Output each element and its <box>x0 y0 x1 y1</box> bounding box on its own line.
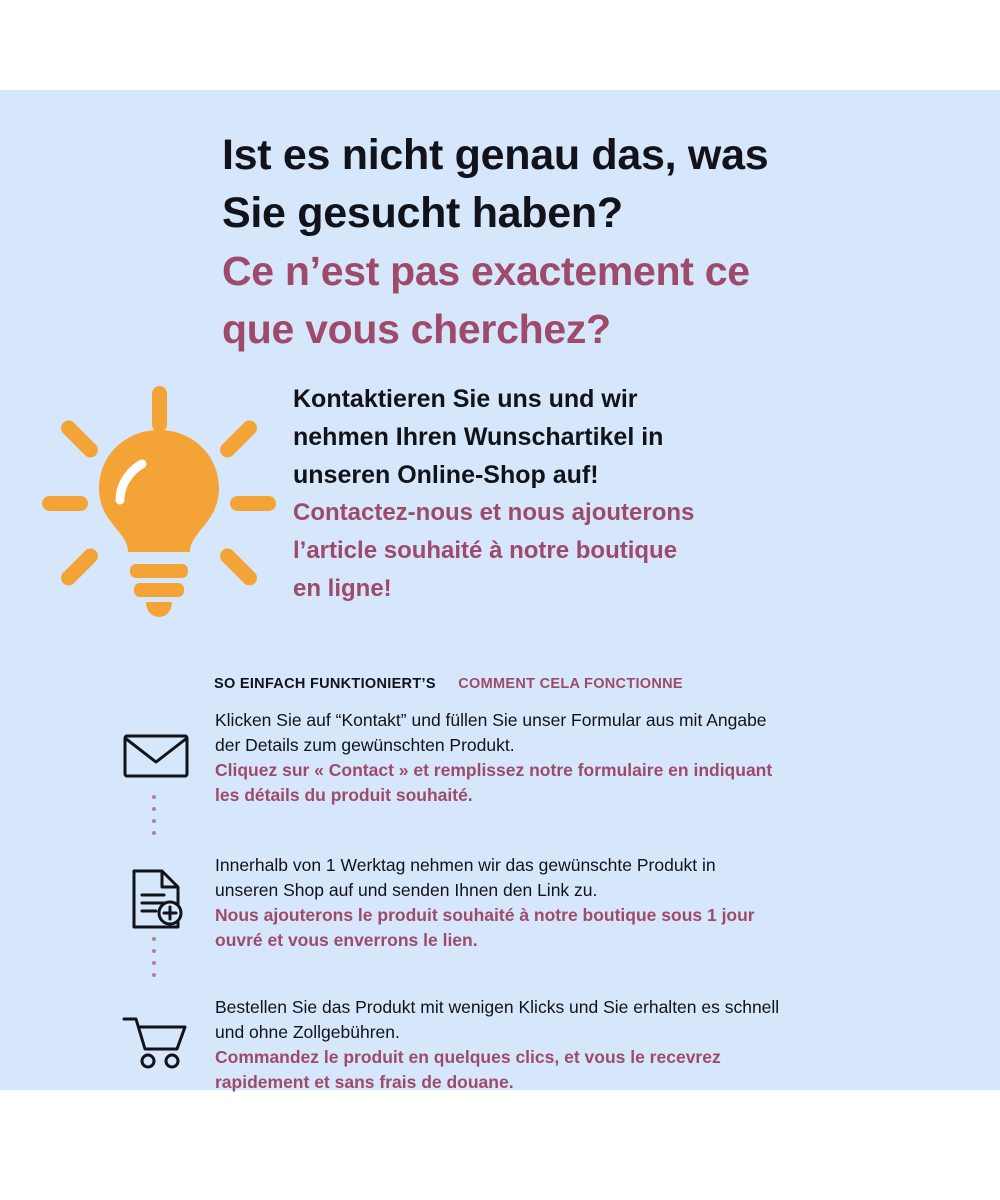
step3-fr-line1: Commandez le produit en quelques clics, et vous le recevrez <box>215 1047 721 1067</box>
step1-de-line1: Klicken Sie auf “Kontakt” und füllen Sie unser Formular aus mit Angabe <box>215 710 767 730</box>
intro-de-line2: nehmen Ihren Wunschartikel in <box>293 423 664 451</box>
headline-fr-line2: que vous cherchez? <box>222 306 611 352</box>
steps-header <box>214 675 683 693</box>
steps-header-fr: COMMENT CELA FONCTIONNE <box>458 676 683 692</box>
envelope-icon <box>120 722 192 786</box>
intro-de-line1: Kontaktieren Sie uns und wir <box>293 385 638 413</box>
intro-text <box>293 380 933 608</box>
intro-section <box>0 370 1000 660</box>
intro-de-line3: unseren Online-Shop auf! <box>293 461 599 489</box>
dot <box>152 973 156 977</box>
dot <box>152 819 156 823</box>
document-add-icon <box>120 867 192 931</box>
step-text <box>215 995 950 1095</box>
shopping-cart-icon <box>120 1009 192 1073</box>
intro-fr-line1: Contactez-nous et nous ajouterons <box>293 499 695 526</box>
step2-de-line2: unseren Shop auf und senden Ihnen den Link zu. <box>215 880 598 900</box>
step1-de-line2: der Details zum gewünschten Produkt. <box>215 735 515 755</box>
step1-fr-line2: les détails du produit souhaité. <box>215 785 473 805</box>
step2-de-line1: Innerhalb von 1 Werktag nehmen wir das gewünschte Produkt in <box>215 855 716 875</box>
dot <box>152 831 156 835</box>
headline-de-line1: Ist es nicht genau das, was <box>222 131 769 179</box>
intro-fr-line3: en ligne! <box>293 575 392 602</box>
step-connector-dots <box>152 795 156 835</box>
intro-fr-line2: l’article souhaité à notre boutique <box>293 537 678 564</box>
step3-de-line1: Bestellen Sie das Produkt mit wenigen Klicks und Sie erhalten es schnell <box>215 997 780 1017</box>
page-title <box>222 126 952 358</box>
headline-de-line2: Sie gesucht haben? <box>222 189 623 237</box>
dot <box>152 937 156 941</box>
promo-banner <box>0 90 1000 1090</box>
step3-fr-line2: rapidement et sans frais de douane. <box>215 1072 514 1092</box>
step2-fr-line2: ouvré et vous enverrons le lien. <box>215 930 478 950</box>
step-connector-dots <box>152 937 156 977</box>
step3-de-line2: und ohne Zollgebühren. <box>215 1022 400 1042</box>
step1-fr-line1: Cliquez sur « Contact » et remplissez notre formulaire en indiquant <box>215 760 773 780</box>
dot <box>152 795 156 799</box>
dot <box>152 961 156 965</box>
step-text <box>215 708 950 808</box>
headline-fr-line1: Ce n’est pas exactement ce <box>222 248 750 294</box>
steps-header-de: SO EINFACH FUNKTIONIERT’S <box>214 676 436 692</box>
dot <box>152 807 156 811</box>
lightbulb-icon <box>34 378 284 628</box>
dot <box>152 949 156 953</box>
step2-fr-line1: Nous ajouterons le produit souhaité à notre boutique sous 1 jour <box>215 905 755 925</box>
step-text <box>215 853 950 953</box>
